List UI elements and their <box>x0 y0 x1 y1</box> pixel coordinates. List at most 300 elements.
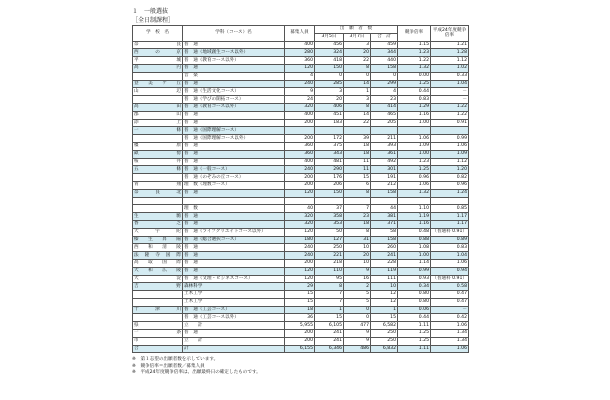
total-cell: 241 <box>371 252 398 260</box>
school-cell <box>133 291 183 299</box>
mar7-cell: 5 <box>344 298 371 306</box>
total-cell: 492 <box>371 158 398 166</box>
course-cell: 普 通（教育コース以外） <box>183 103 285 111</box>
mar5-cell: 375 <box>315 142 344 150</box>
prev-ratio-cell: 0.96 <box>431 181 469 189</box>
mar7-cell: 14 <box>344 111 371 119</box>
table-row <box>133 220 469 228</box>
prev-ratio-cell: 1.12 <box>431 57 469 65</box>
capacity-header: 募集人員 <box>285 26 315 42</box>
total-cell: 4 <box>371 88 398 96</box>
course-cell: 普 通 <box>183 158 285 166</box>
ratio-cell: 0.00 <box>398 72 431 80</box>
table-row <box>133 291 469 299</box>
capacity-cell: 400 <box>285 111 315 119</box>
mar5-cell: 127 <box>315 236 344 244</box>
course-cell: 普 通 <box>183 213 285 221</box>
table-row <box>133 111 469 119</box>
prev-ratio-cell: 1.24 <box>431 189 469 197</box>
total-cell: 6,582 <box>371 322 398 330</box>
total-cell: 361 <box>371 150 398 158</box>
prev-ratio-cell: 1.28 <box>431 49 469 57</box>
table-row <box>133 142 469 150</box>
table-row <box>133 96 469 104</box>
ratio-cell: 0.44 <box>398 88 431 96</box>
prev-ratio-cell: 0.58 <box>431 283 469 291</box>
total-cell: 158 <box>371 236 398 244</box>
mar5-cell: 183 <box>315 119 344 127</box>
total-cell: 212 <box>371 181 398 189</box>
ratio-cell <box>398 127 431 135</box>
ratio-cell: 0.80 <box>398 298 431 306</box>
mar5-cell: 6,105 <box>315 322 344 330</box>
footnote: ※ 第１志望の出願者数を示しています。 <box>132 357 219 362</box>
course-cell: 森林科学 <box>183 283 285 291</box>
capacity-cell <box>285 197 315 205</box>
table-row <box>133 306 469 314</box>
mar5-cell: 343 <box>315 150 344 158</box>
course-cell: 普 通 <box>183 64 285 72</box>
course-cell: 普 通 <box>183 80 285 88</box>
mar5-cell: 3 <box>315 88 344 96</box>
table-row <box>133 337 469 345</box>
course-cell: 普 通 <box>183 119 285 127</box>
capacity-cell: 360 <box>285 142 315 150</box>
total-cell: 158 <box>371 64 398 72</box>
table-row <box>133 267 469 275</box>
mar5-cell: 206 <box>315 181 344 189</box>
school-cell: 奈 良 <box>134 41 181 47</box>
total-cell: 111 <box>371 275 398 283</box>
course-cell: 立 計 <box>183 322 285 330</box>
ratio-cell: 0.34 <box>398 283 431 291</box>
ratio-cell: 1.11 <box>398 322 431 330</box>
mar5-cell: 358 <box>315 213 344 221</box>
prev-ratio-cell: 0.82 <box>431 174 469 182</box>
school-cell: 大 淀 <box>134 275 181 281</box>
prev-ratio-cell: 1.22 <box>431 103 469 111</box>
prev-ratio-cell: － <box>431 96 469 104</box>
table-row <box>133 103 469 111</box>
mar5-cell: 8 <box>315 283 344 291</box>
mar7-cell: 18 <box>344 150 371 158</box>
table-row <box>133 283 469 291</box>
school-cell: 法 隆 寺 国 際 <box>134 252 181 258</box>
table-row <box>133 127 469 135</box>
prev-ratio-header: 平成24年度競争倍率 <box>431 26 469 42</box>
course-cell: 普 通 <box>183 244 285 252</box>
table-row <box>133 189 469 197</box>
mar7-cell: 8 <box>344 228 371 236</box>
total-cell: 23 <box>371 96 398 104</box>
ratio-cell: 1.25 <box>398 80 431 88</box>
table-row <box>133 228 469 236</box>
mar5-cell: 353 <box>315 220 344 228</box>
ratio-cell: 1.25 <box>398 166 431 174</box>
table-row <box>133 150 469 158</box>
course-cell: 普 通 <box>183 150 285 158</box>
table-row <box>133 252 469 260</box>
school-cell <box>133 135 183 143</box>
prev-ratio-cell: （普通科 0.91） <box>432 275 468 281</box>
mar5-cell: 95 <box>315 275 344 283</box>
mar5-cell: 285 <box>315 80 344 88</box>
course-cell: 土木工学 <box>183 291 285 299</box>
capacity-cell: 6,155 <box>285 345 315 353</box>
ratio-cell: 1.14 <box>398 259 431 267</box>
school-header: 学 校 名 <box>133 26 183 42</box>
table-row <box>133 275 469 283</box>
school-cell: 市 <box>133 337 183 345</box>
course-cell: 普 通 <box>183 220 285 228</box>
course-cell: 普 通 <box>183 259 285 267</box>
mar5-cell: 241 <box>315 330 344 338</box>
capacity-cell: 320 <box>285 220 315 228</box>
course-cell: 普 通 <box>183 111 285 119</box>
prev-ratio-cell <box>431 127 469 135</box>
footnote: ※ 平成24年度競争倍率は、出願最終日の確定したものです。 <box>132 370 261 375</box>
table-row <box>133 314 469 322</box>
mar7-cell: 15 <box>344 174 371 182</box>
school-cell: 西 の 京 <box>134 49 181 55</box>
capacity-cell: 240 <box>285 252 315 260</box>
capacity-cell: 240 <box>285 244 315 252</box>
ratio-cell: 1.00 <box>398 150 431 158</box>
table-row <box>133 41 469 49</box>
mar5-cell: 172 <box>315 135 344 143</box>
ratio-cell: 0.44 <box>398 314 431 322</box>
mar5-cell: 0 <box>315 72 344 80</box>
course-cell <box>183 197 285 205</box>
mar7-cell <box>344 127 371 135</box>
table-row <box>133 88 469 96</box>
total-cell: 15 <box>371 314 398 322</box>
school-cell: 生 駒 <box>134 213 181 219</box>
mar7-cell: 20 <box>344 49 371 57</box>
school-cell: 青 翔 <box>134 182 181 188</box>
school-cell: 高 取 国 際 <box>134 260 181 266</box>
mar5-cell: 218 <box>315 259 344 267</box>
ratio-cell: 0.96 <box>398 174 431 182</box>
total-cell: 191 <box>371 174 398 182</box>
total-cell: 260 <box>371 244 398 252</box>
prev-ratio-cell: 0.47 <box>431 291 469 299</box>
total-cell: 1 <box>371 306 398 314</box>
course-cell: 理 数（理数コース） <box>183 181 285 189</box>
ratio-cell: 0.83 <box>398 96 431 104</box>
mar5-cell: 20 <box>315 96 344 104</box>
table-row <box>133 236 469 244</box>
table-row <box>133 57 469 65</box>
prev-ratio-cell: 1.21 <box>431 41 469 49</box>
ratio-cell: 1.16 <box>398 220 431 228</box>
course-cell: 普 通 <box>183 142 285 150</box>
capacity-cell: 360 <box>285 57 315 65</box>
capacity-cell: 120 <box>285 275 315 283</box>
mar5-cell: 15 <box>315 314 344 322</box>
mar5-cell: 290 <box>315 166 344 174</box>
school-cell: 十 津 川 <box>134 307 181 313</box>
total-cell: 393 <box>371 142 398 150</box>
mar7-cell: 31 <box>344 236 371 244</box>
mar7-cell: 5 <box>344 291 371 299</box>
school-cell: 一 條 <box>134 127 181 133</box>
course-cell: 理 数 <box>183 205 285 213</box>
prev-ratio-cell: 0.85 <box>431 205 469 213</box>
school-cell: 香 芝 <box>134 221 181 227</box>
course-cell: 普 通 <box>183 189 285 197</box>
ratio-cell: 1.32 <box>398 64 431 72</box>
mar5-cell: 481 <box>315 158 344 166</box>
school-cell: 山 辺 <box>134 88 181 94</box>
table-row <box>133 64 469 72</box>
prev-ratio-cell: 1.22 <box>431 111 469 119</box>
capacity-cell: 200 <box>285 135 315 143</box>
total-cell: 211 <box>371 135 398 143</box>
total-cell: 6,832 <box>371 345 398 353</box>
prev-ratio-cell: 0.47 <box>431 298 469 306</box>
mar7-cell: 39 <box>344 135 371 143</box>
capacity-cell: 200 <box>285 330 315 338</box>
mar5-cell: 324 <box>315 49 344 57</box>
course-cell: 普 通 <box>183 41 285 49</box>
prev-ratio-cell: － <box>431 88 469 96</box>
total-cell: 381 <box>371 213 398 221</box>
mar7-cell: 9 <box>344 330 371 338</box>
school-cell: 橿 原 <box>134 143 181 149</box>
course-cell: 普 通（工芸コース以外） <box>183 314 285 322</box>
capacity-cell: 15 <box>285 298 315 306</box>
mar7-cell: 18 <box>344 220 371 228</box>
mar7-cell: 3 <box>344 96 371 104</box>
table-row <box>133 322 469 330</box>
capacity-cell: 120 <box>285 189 315 197</box>
capacity-cell: 200 <box>285 174 315 182</box>
mar7-cell: 8 <box>344 189 371 197</box>
applicants-header: 出 願 者 数 <box>315 26 398 34</box>
ratio-cell: 1.16 <box>398 111 431 119</box>
table-row <box>133 166 469 174</box>
capacity-cell: 400 <box>285 158 315 166</box>
mar5-cell: 6,346 <box>315 345 344 353</box>
school-cell: 五 條 <box>134 166 181 172</box>
ratio-cell: 1.22 <box>398 57 431 65</box>
school-cell: 郡 山 <box>134 112 181 118</box>
mar7-cell: 9 <box>344 337 371 345</box>
school-cell <box>133 72 183 80</box>
total-cell: 301 <box>371 166 398 174</box>
capacity-cell: 29 <box>285 283 315 291</box>
section-subheading: ［全日制課程］ <box>132 17 175 24</box>
table-row <box>133 259 469 267</box>
ratio-cell <box>398 197 431 205</box>
prev-ratio-cell: 1.20 <box>431 166 469 174</box>
prev-ratio-cell: 0.99 <box>431 135 469 143</box>
mar7-cell: 11 <box>344 166 371 174</box>
ratio-cell: 1.09 <box>398 142 431 150</box>
course-cell: 普 通（生活文化コース） <box>183 88 285 96</box>
mar5-cell: 418 <box>315 57 344 65</box>
prev-ratio-cell: 0.83 <box>431 244 469 252</box>
ratio-cell: 1.32 <box>398 189 431 197</box>
course-cell: 普 通（文理・ビジネスコース） <box>183 275 285 283</box>
total-cell: 119 <box>371 267 398 275</box>
total-header: 合 計 <box>371 33 398 41</box>
prev-ratio-cell: 1.02 <box>431 64 469 72</box>
capacity-cell: 120 <box>285 267 315 275</box>
table-row <box>133 213 469 221</box>
school-cell: 榛 生 昇 陽 <box>134 236 181 242</box>
ratio-cell: 1.15 <box>398 41 431 49</box>
mar5-cell: 1 <box>315 306 344 314</box>
prev-ratio-cell: 1.17 <box>431 220 469 228</box>
prev-ratio-cell: 1.06 <box>431 345 469 353</box>
mar5-cell: 221 <box>315 252 344 260</box>
prev-ratio-cell: 1.17 <box>431 213 469 221</box>
school-cell: 畝 傍 <box>134 151 181 157</box>
mar7-cell: 1 <box>344 88 371 96</box>
ratio-cell: 1.06 <box>398 135 431 143</box>
table-row <box>133 72 469 80</box>
school-cell <box>133 314 183 322</box>
prev-ratio-cell: 0.33 <box>431 72 469 80</box>
mar5-cell: 406 <box>315 103 344 111</box>
table-row <box>133 197 469 205</box>
ratio-cell: 1.25 <box>398 330 431 338</box>
table-row <box>133 158 469 166</box>
section-heading: １ 一般選抜 <box>132 8 169 15</box>
table-row <box>133 330 469 338</box>
ratio-cell: 1.06 <box>398 181 431 189</box>
prev-ratio-cell: 1.06 <box>431 142 469 150</box>
capacity-cell: 320 <box>285 213 315 221</box>
mar5-cell: 7 <box>315 298 344 306</box>
mar7-cell: 23 <box>344 213 371 221</box>
course-cell: 音 楽 <box>183 72 285 80</box>
total-cell: 344 <box>371 49 398 57</box>
course-cell: 普 通（地域創生コース以外） <box>183 49 285 57</box>
course-cell: 普 通 <box>183 252 285 260</box>
prev-ratio-cell: 0.89 <box>431 236 469 244</box>
total-cell: 44 <box>371 205 398 213</box>
total-cell: 10 <box>371 283 398 291</box>
ratio-cell: 0.88 <box>398 236 431 244</box>
school-cell: 吉 野 <box>134 283 181 289</box>
capacity-cell: 9 <box>285 88 315 96</box>
capacity-cell: 40 <box>285 205 315 213</box>
course-cell: 普 通（学びの開拓コース） <box>183 96 285 104</box>
total-cell: 250 <box>371 330 398 338</box>
capacity-cell: 360 <box>285 150 315 158</box>
mar7-cell: 10 <box>344 244 371 252</box>
table-row <box>133 244 469 252</box>
mar7-cell: 14 <box>344 80 371 88</box>
prev-ratio-cell: － <box>431 306 469 314</box>
total-cell: 465 <box>371 111 398 119</box>
course-cell: 普 通 <box>183 330 285 338</box>
ratio-cell: 1.10 <box>398 205 431 213</box>
capacity-cell: 240 <box>285 80 315 88</box>
mar7-cell: 2 <box>344 283 371 291</box>
mar7-header: 3月7日 <box>344 33 371 41</box>
table-row <box>133 135 469 143</box>
total-cell: 58 <box>371 228 398 236</box>
total-cell: 371 <box>371 220 398 228</box>
school-cell: 平 城 <box>134 57 181 63</box>
prev-ratio-cell: 1.06 <box>431 322 469 330</box>
prev-ratio-cell: 1.34 <box>431 330 469 338</box>
capacity-cell: 120 <box>285 228 315 236</box>
table-body <box>133 41 469 353</box>
total-cell <box>371 127 398 135</box>
total-cell: 299 <box>371 80 398 88</box>
capacity-cell: 36 <box>285 314 315 322</box>
school-cell: 高 円 <box>134 65 181 71</box>
ratio-cell: 1.25 <box>398 337 431 345</box>
mar5-cell: 50 <box>315 228 344 236</box>
course-cell: 計 <box>183 345 285 353</box>
footnote: ※ 競争倍率＝出願者数／募集人員 <box>132 363 205 369</box>
school-cell: 高 田 <box>134 104 181 110</box>
capacity-cell: 200 <box>285 259 315 267</box>
capacity-cell: 400 <box>285 41 315 49</box>
mar5-cell: 250 <box>315 244 344 252</box>
ratio-cell: 0.48 <box>398 228 431 236</box>
course-cell: 普 通（教育コース以外） <box>183 57 285 65</box>
capacity-cell: 320 <box>285 103 315 111</box>
ratio-cell: 1.23 <box>398 49 431 57</box>
capacity-cell: 200 <box>285 337 315 345</box>
prev-ratio-cell: 1.06 <box>431 259 469 267</box>
table-row <box>133 205 469 213</box>
school-cell <box>133 205 183 213</box>
mar7-cell: 8 <box>344 103 371 111</box>
capacity-cell: 280 <box>285 49 315 57</box>
table-row <box>133 181 469 189</box>
mar7-cell: 16 <box>344 275 371 283</box>
school-cell <box>133 96 183 104</box>
total-cell: 440 <box>371 57 398 65</box>
mar7-cell: 3 <box>344 41 371 49</box>
capacity-cell: 24 <box>285 96 315 104</box>
capacity-cell <box>285 127 315 135</box>
prev-ratio-cell: （普通科 0.91） <box>432 229 468 235</box>
mar5-cell: 37 <box>315 205 344 213</box>
school-cell: 登 美 ケ 丘 <box>134 80 181 86</box>
prev-ratio-cell: 1.04 <box>431 80 469 88</box>
ratio-header: 競争倍率 <box>398 26 431 42</box>
prev-ratio-cell: 0.94 <box>431 267 469 275</box>
table-row <box>133 119 469 127</box>
school-cell: 添 上 <box>134 119 181 125</box>
mar5-cell <box>315 197 344 205</box>
school-cell: 桜 井 <box>134 158 181 164</box>
capacity-cell: 4 <box>285 72 315 80</box>
total-cell: 414 <box>371 103 398 111</box>
total-cell: 250 <box>371 337 398 345</box>
mar7-cell: 0 <box>344 314 371 322</box>
capacity-cell: 180 <box>285 236 315 244</box>
mar5-cell <box>315 127 344 135</box>
mar7-cell: 22 <box>344 57 371 65</box>
school-cell <box>133 298 183 306</box>
table-row <box>133 80 469 88</box>
course-cell: 普 通（国際理解コース以外） <box>183 135 285 143</box>
school-cell: 大 和 広 陵 <box>134 268 181 274</box>
course-cell: 普 通（国際理解コース） <box>183 127 285 135</box>
ratio-cell: 1.11 <box>398 345 431 353</box>
mar7-cell: 10 <box>344 259 371 267</box>
